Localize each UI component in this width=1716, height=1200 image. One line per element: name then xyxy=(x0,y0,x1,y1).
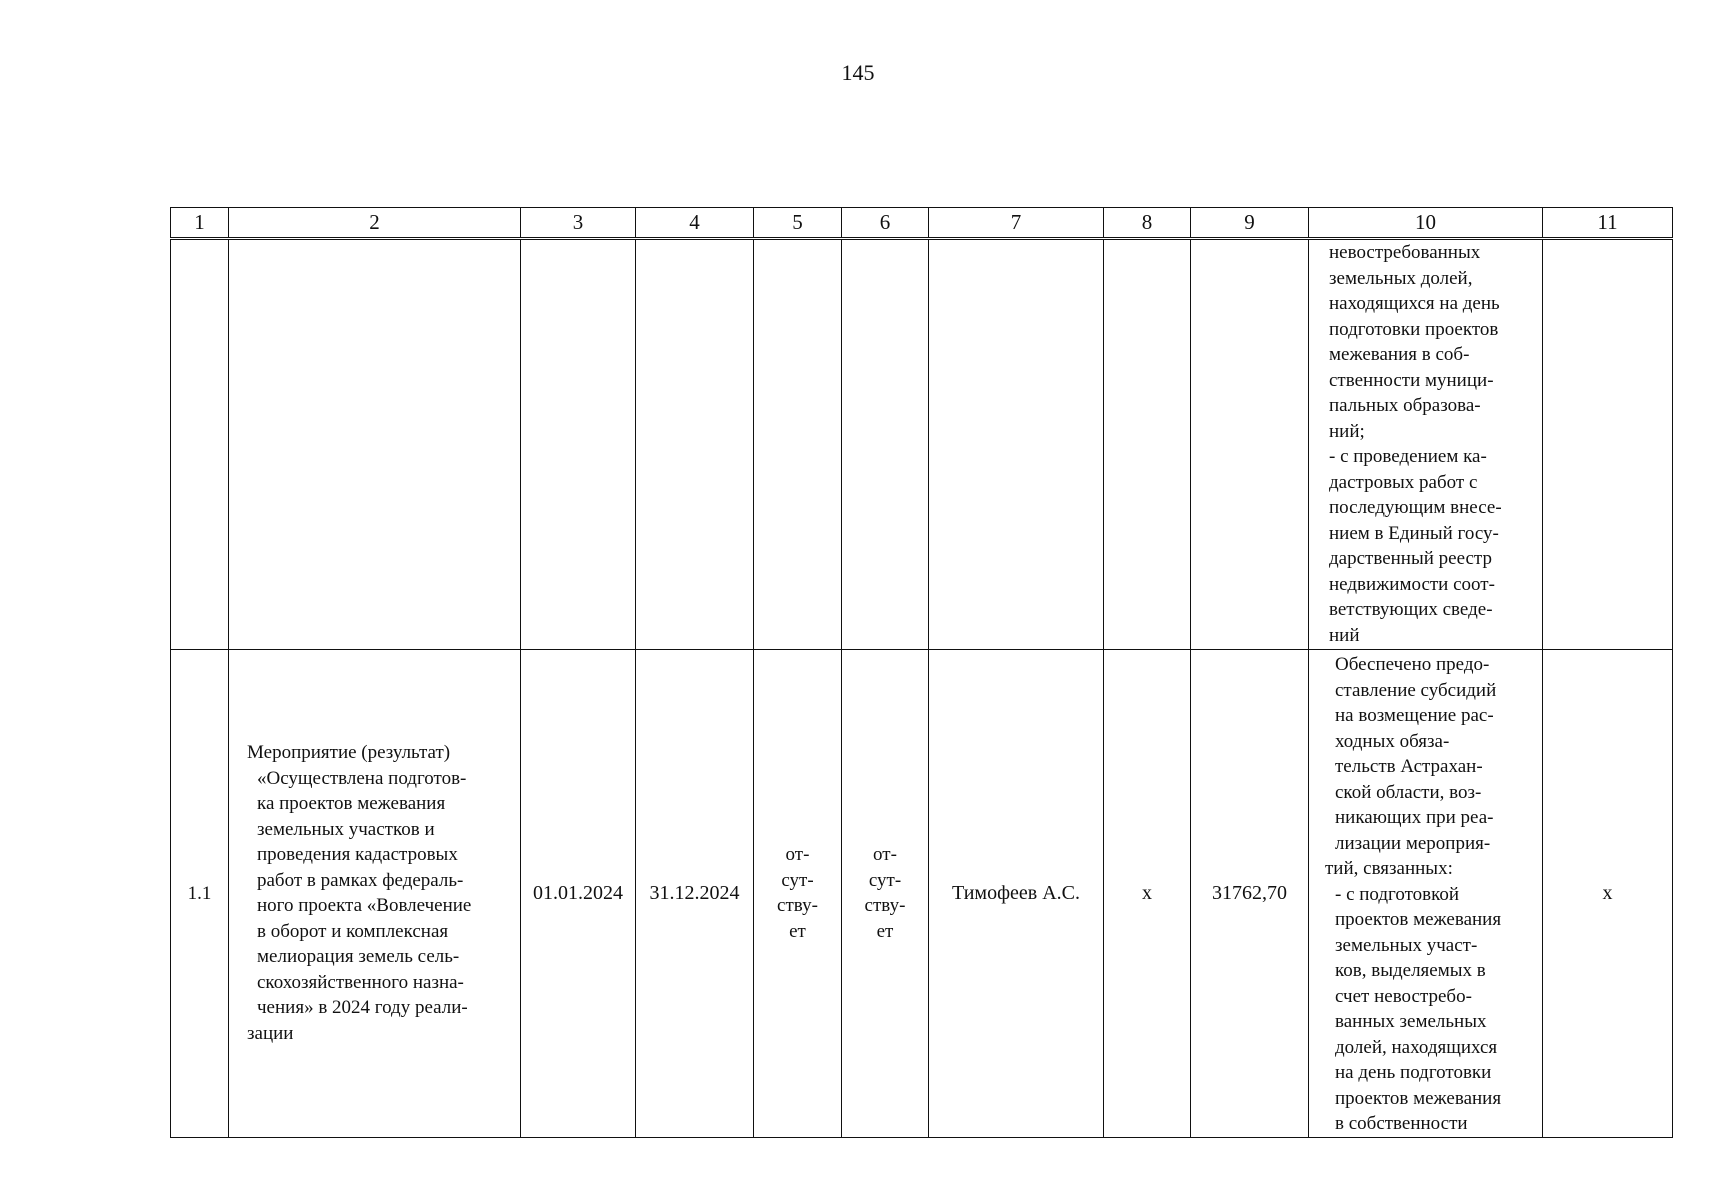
text-line: лизации мероприя- xyxy=(1335,832,1491,854)
table-cell xyxy=(636,239,754,650)
text-line: недвижимости соот- xyxy=(1329,573,1495,595)
text-line: - с подготовкой xyxy=(1335,883,1460,905)
col8-cell: х xyxy=(1104,650,1191,1138)
text-line: ного проекта «Вовлечение xyxy=(257,895,472,917)
text-line: проведения кадастровых xyxy=(257,844,458,866)
start-date-cell: 01.01.2024 xyxy=(521,650,636,1138)
text-line: ству- xyxy=(864,895,906,917)
text-line: межевания в соб- xyxy=(1329,344,1470,365)
text-line: зации xyxy=(247,1022,294,1044)
text-line: проектов межевания xyxy=(1335,1087,1502,1109)
activities-table xyxy=(170,207,1673,1138)
table-cell xyxy=(229,239,521,650)
text-line: от- xyxy=(873,844,897,866)
table-cell xyxy=(521,239,636,650)
text-line: ет xyxy=(789,920,806,942)
text-line: невостребованных xyxy=(1329,242,1481,263)
page-number: 145 xyxy=(841,60,875,85)
text-line: тий, связанных: xyxy=(1325,858,1453,879)
text-line: проектов межевания xyxy=(1335,909,1502,930)
amount-cell: 31762,70 xyxy=(1191,650,1309,1138)
text-line: «Осуществлена подготов- xyxy=(257,767,467,789)
text-line: ской области, воз- xyxy=(1335,781,1482,803)
text-line: подготовки проектов xyxy=(1329,318,1499,340)
header-cell: 4 xyxy=(636,208,754,239)
text-line: работ в рамках федераль- xyxy=(257,869,464,891)
text-line: - с проведением ка- xyxy=(1329,446,1487,467)
table-cell xyxy=(1104,239,1191,650)
table-cell xyxy=(754,239,842,650)
text-line: сут- xyxy=(868,869,902,891)
col11-cell: х xyxy=(1543,650,1673,1138)
text-line: земельных долей, xyxy=(1329,267,1473,289)
header-cell: 3 xyxy=(521,208,636,239)
responsible-person-cell: Тимофеев А.С. xyxy=(929,650,1104,1138)
text-line: сут- xyxy=(781,869,814,891)
end-date-cell: 31.12.2024 xyxy=(636,650,754,1138)
text-line: пальных образова- xyxy=(1329,395,1481,416)
text-line: ний xyxy=(1329,624,1360,646)
text-line: дарственный реестр xyxy=(1329,548,1492,569)
text-line: ет xyxy=(876,920,894,942)
table-cell xyxy=(171,239,229,650)
header-cell: 10 xyxy=(1309,208,1543,239)
text-line: находящихся на день xyxy=(1329,293,1500,314)
result-description-cell xyxy=(1309,650,1543,1138)
text-line: ка проектов межевания xyxy=(257,793,446,815)
activity-description-cell xyxy=(229,650,521,1138)
text-line: ков, выделяемых в xyxy=(1335,960,1486,981)
text-line: на день подготовки xyxy=(1335,1062,1492,1083)
header-cell: 5 xyxy=(754,208,842,239)
text-line: ний; xyxy=(1329,420,1365,442)
table-cell xyxy=(929,239,1104,650)
text-line: чения» в 2024 году реали- xyxy=(257,997,468,1019)
text-line: ставление субсидий xyxy=(1335,679,1497,701)
table-row-continuation xyxy=(171,239,1673,650)
header-cell: 6 xyxy=(842,208,929,239)
text-line: земельных участков и xyxy=(257,818,435,840)
text-line: на возмещение рас- xyxy=(1335,705,1494,726)
header-cell: 11 xyxy=(1543,208,1673,239)
text-line: земельных участ- xyxy=(1335,934,1478,956)
col5-cell xyxy=(754,650,842,1138)
header-cell: 9 xyxy=(1191,208,1309,239)
text-line: ственности муници- xyxy=(1329,369,1494,391)
text-line: в собственности xyxy=(1335,1113,1468,1134)
text-line: последующим внесе- xyxy=(1329,497,1502,518)
text-line: ветствующих сведе- xyxy=(1329,599,1493,620)
header-cell: 8 xyxy=(1104,208,1191,239)
header-row xyxy=(171,208,1673,239)
result-description-cell xyxy=(1309,239,1543,650)
text-line: никающих при реа- xyxy=(1335,807,1494,828)
text-line: ванных земельных xyxy=(1335,1011,1487,1032)
header-cell: 1 xyxy=(171,208,229,239)
text-line: в оборот и комплексная xyxy=(257,920,449,942)
text-line: долей, находящихся xyxy=(1335,1036,1498,1058)
table-cell xyxy=(842,239,929,650)
text-line: счет невостребо- xyxy=(1335,985,1472,1007)
text-line: ству- xyxy=(777,895,818,917)
col6-cell xyxy=(842,650,929,1138)
header-cell: 7 xyxy=(929,208,1104,239)
table-row-1-1 xyxy=(171,650,1673,1138)
row-number-cell: 1.1 xyxy=(171,650,229,1138)
table-cell xyxy=(1191,239,1309,650)
text-line: Обеспечено предо- xyxy=(1335,654,1490,675)
text-line: скохозяйственного назна- xyxy=(257,971,464,993)
header-cell: 2 xyxy=(229,208,521,239)
text-line: дастровых работ с xyxy=(1329,471,1478,493)
text-line: тельств Астрахан- xyxy=(1335,756,1483,777)
table-cell xyxy=(1543,239,1673,650)
text-line: Мероприятие (результат) xyxy=(247,742,451,764)
text-line: нием в Единый госу- xyxy=(1329,522,1499,544)
text-line: мелиорация земель сель- xyxy=(257,946,460,968)
text-line: от- xyxy=(785,844,810,866)
text-line: ходных обяза- xyxy=(1335,730,1450,752)
